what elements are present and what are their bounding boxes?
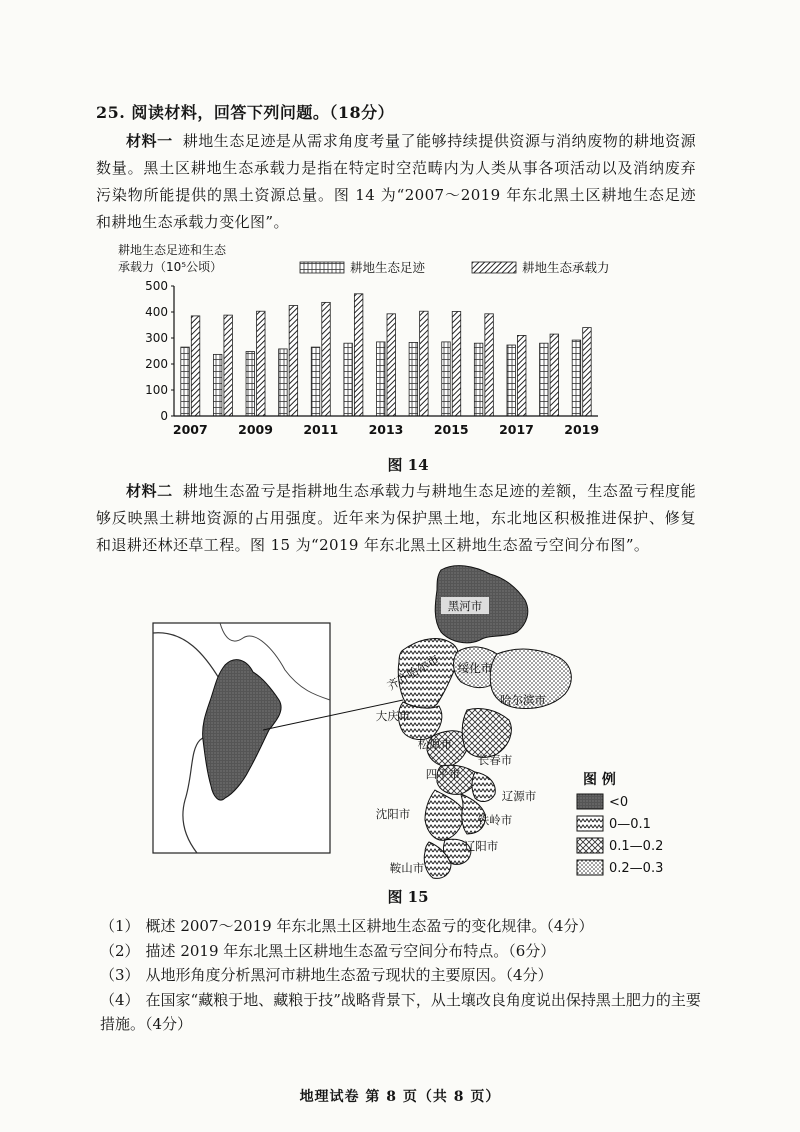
- map-legend-label-1: 0—0.1: [609, 817, 651, 832]
- material-one-text: 耕地生态足迹是从需求角度考量了能够持续提供资源与消纳废物的耕地资源数量。黑土区耕地生态承载力是指在特定时空范畴内为人类从事各项活动以及消纳废弃污染物所能提供的黑土资源总量。图 14 为“2007～2019 年东北黑土区耕地生态足迹和耕地生态承载力变化图”。: [96, 132, 696, 231]
- material-one-label: 材料一: [126, 132, 173, 150]
- y-tick-label: 0: [160, 409, 168, 423]
- material-one: [96, 128, 696, 236]
- y-axis-ticks: [145, 279, 174, 423]
- x-tick-label-2013: 2013: [368, 422, 404, 437]
- bar-capacity-2019: [583, 328, 592, 416]
- bar-footprint-2007: [181, 347, 190, 416]
- city-label: 辽阳市: [463, 839, 499, 853]
- y-tick-label: 100: [145, 383, 168, 397]
- bar-capacity-2016: [485, 314, 494, 416]
- y-axis-label-line1: 耕地生态足迹和生态: [118, 243, 227, 257]
- bar-capacity-2012: [354, 294, 363, 416]
- sub-question-1: [100, 914, 710, 939]
- bar-footprint-2018: [540, 343, 549, 416]
- map-legend-swatch-2: [577, 838, 603, 853]
- y-tick-label: 500: [145, 279, 168, 293]
- sub-question-text: 描述 2019 年东北黑土区耕地生态盈亏空间分布特点。（6分）: [145, 941, 556, 960]
- bar-footprint-2015: [442, 342, 451, 416]
- x-tick-label-2017: 2017: [499, 422, 534, 437]
- region-changchun: [462, 708, 511, 757]
- material-two: [96, 478, 696, 559]
- city-label: 沈阳市: [375, 807, 411, 821]
- city-label: 长春市: [477, 753, 513, 767]
- bar-footprint-2012: [344, 343, 353, 416]
- question-header: 25. 阅读材料，回答下列问题。（18分）: [96, 103, 395, 122]
- city-label: 大庆市: [375, 709, 411, 723]
- x-axis-ticks: [173, 422, 599, 437]
- map-legend-items: [577, 794, 663, 876]
- sub-question-text: 从地形角度分析黑河市耕地生态盈亏现状的主要原因。（4分）: [145, 966, 553, 984]
- bar-capacity-2013: [387, 314, 396, 416]
- map-legend: [577, 771, 663, 876]
- city-label: 鞍山市: [389, 861, 425, 875]
- y-tick-label: 300: [145, 331, 168, 345]
- map-legend-label-2: 0.1—0.2: [609, 839, 664, 854]
- legend-label-1: 耕地生态承载力: [522, 260, 610, 275]
- legend-swatch-1: [472, 262, 516, 273]
- y-tick-label: 200: [145, 357, 168, 371]
- bar-footprint-2013: [377, 342, 386, 416]
- bar-footprint-2009: [246, 352, 255, 416]
- sub-question-number: （1）: [100, 917, 140, 935]
- x-tick-label-2011: 2011: [303, 422, 339, 437]
- bar-capacity-2018: [550, 334, 559, 416]
- sub-question-number: （2）: [100, 941, 140, 960]
- map-legend-swatch-1: [577, 816, 603, 831]
- city-label: 黑河市: [447, 599, 483, 613]
- inset-map: [153, 623, 403, 853]
- sub-question-2: [100, 939, 710, 964]
- map-legend-label-0: <0: [609, 795, 629, 810]
- chart-legend: [300, 260, 610, 275]
- sub-question-text: 在国家“藏粮于地、藏粮于技”战略背景下，从土壤改良角度说出保持黑土肥力的主要措施。（4分）: [100, 990, 701, 1033]
- x-tick-label-2019: 2019: [564, 422, 600, 437]
- region-shenyang: [425, 790, 463, 840]
- bar-capacity-2008: [224, 315, 233, 416]
- main-map: [376, 566, 572, 879]
- bar-footprint-2011: [311, 347, 320, 416]
- bar-capacity-2009: [257, 311, 266, 416]
- figure-14-bar-chart: [110, 240, 630, 445]
- city-label: 铁岭市: [477, 813, 513, 827]
- sub-question-number: （3）: [100, 966, 140, 984]
- bar-capacity-2015: [452, 311, 461, 416]
- y-axis-label-line2: 承载力（10⁵公顷）: [118, 260, 223, 274]
- map-legend-swatch-0: [577, 794, 603, 809]
- bar-series: [181, 294, 591, 416]
- bar-capacity-2014: [420, 311, 429, 416]
- bar-capacity-2007: [191, 316, 200, 416]
- bar-footprint-2019: [572, 340, 581, 416]
- legend-label-0: 耕地生态足迹: [350, 260, 426, 275]
- bar-capacity-2011: [322, 302, 331, 416]
- figure-14-caption: 图 14: [387, 456, 429, 474]
- bar-capacity-2010: [289, 306, 298, 417]
- material-two-label: 材料二: [126, 482, 173, 500]
- sub-questions: [100, 914, 710, 1037]
- map-legend-label-3: 0.2—0.3: [609, 861, 664, 876]
- sub-question-text: 概述 2007～2019 年东北黑土区耕地生态盈亏的变化规律。（4分）: [145, 917, 594, 935]
- sub-question-number: （4）: [100, 990, 140, 1009]
- sub-question-4: [100, 988, 710, 1037]
- x-tick-label-2015: 2015: [433, 422, 469, 437]
- bar-footprint-2017: [507, 345, 516, 416]
- x-tick-label-2009: 2009: [238, 422, 273, 437]
- bar-footprint-2008: [213, 354, 222, 416]
- page-footer: 地理试卷 第 8 页（共 8 页）: [299, 1089, 501, 1105]
- city-label: 松原市: [417, 737, 453, 751]
- map-legend-swatch-3: [577, 860, 603, 875]
- region-liaoyuan: [472, 772, 495, 801]
- sub-question-3: [100, 963, 710, 988]
- city-label: 齐齐哈尔市: [384, 652, 442, 693]
- city-label: 绥化市: [457, 661, 493, 675]
- city-label: 辽源市: [501, 789, 537, 803]
- figure-15-caption: 图 15: [387, 888, 429, 906]
- figure-15-map: [145, 560, 675, 885]
- map-legend-title: 图 例: [583, 772, 616, 788]
- bar-footprint-2014: [409, 342, 418, 416]
- legend-swatch-0: [300, 262, 344, 273]
- bar-footprint-2016: [474, 343, 483, 416]
- y-tick-label: 400: [145, 305, 168, 319]
- x-tick-label-2007: 2007: [172, 422, 208, 437]
- city-label: 哈尔滨市: [500, 693, 546, 707]
- material-two-text: 耕地生态盈亏是指耕地生态承载力与耕地生态足迹的差额，生态盈亏程度能够反映黑土耕地资源的占用强度。近年来为保护黑土地，东北地区积极推进保护、修复和退耕还林还草工程。图 15 为“2019 年东北黑土区耕地生态盈亏空间分布图”。: [96, 482, 696, 554]
- city-label: 四平市: [425, 767, 461, 781]
- bar-footprint-2010: [279, 349, 288, 416]
- bar-capacity-2017: [517, 335, 526, 416]
